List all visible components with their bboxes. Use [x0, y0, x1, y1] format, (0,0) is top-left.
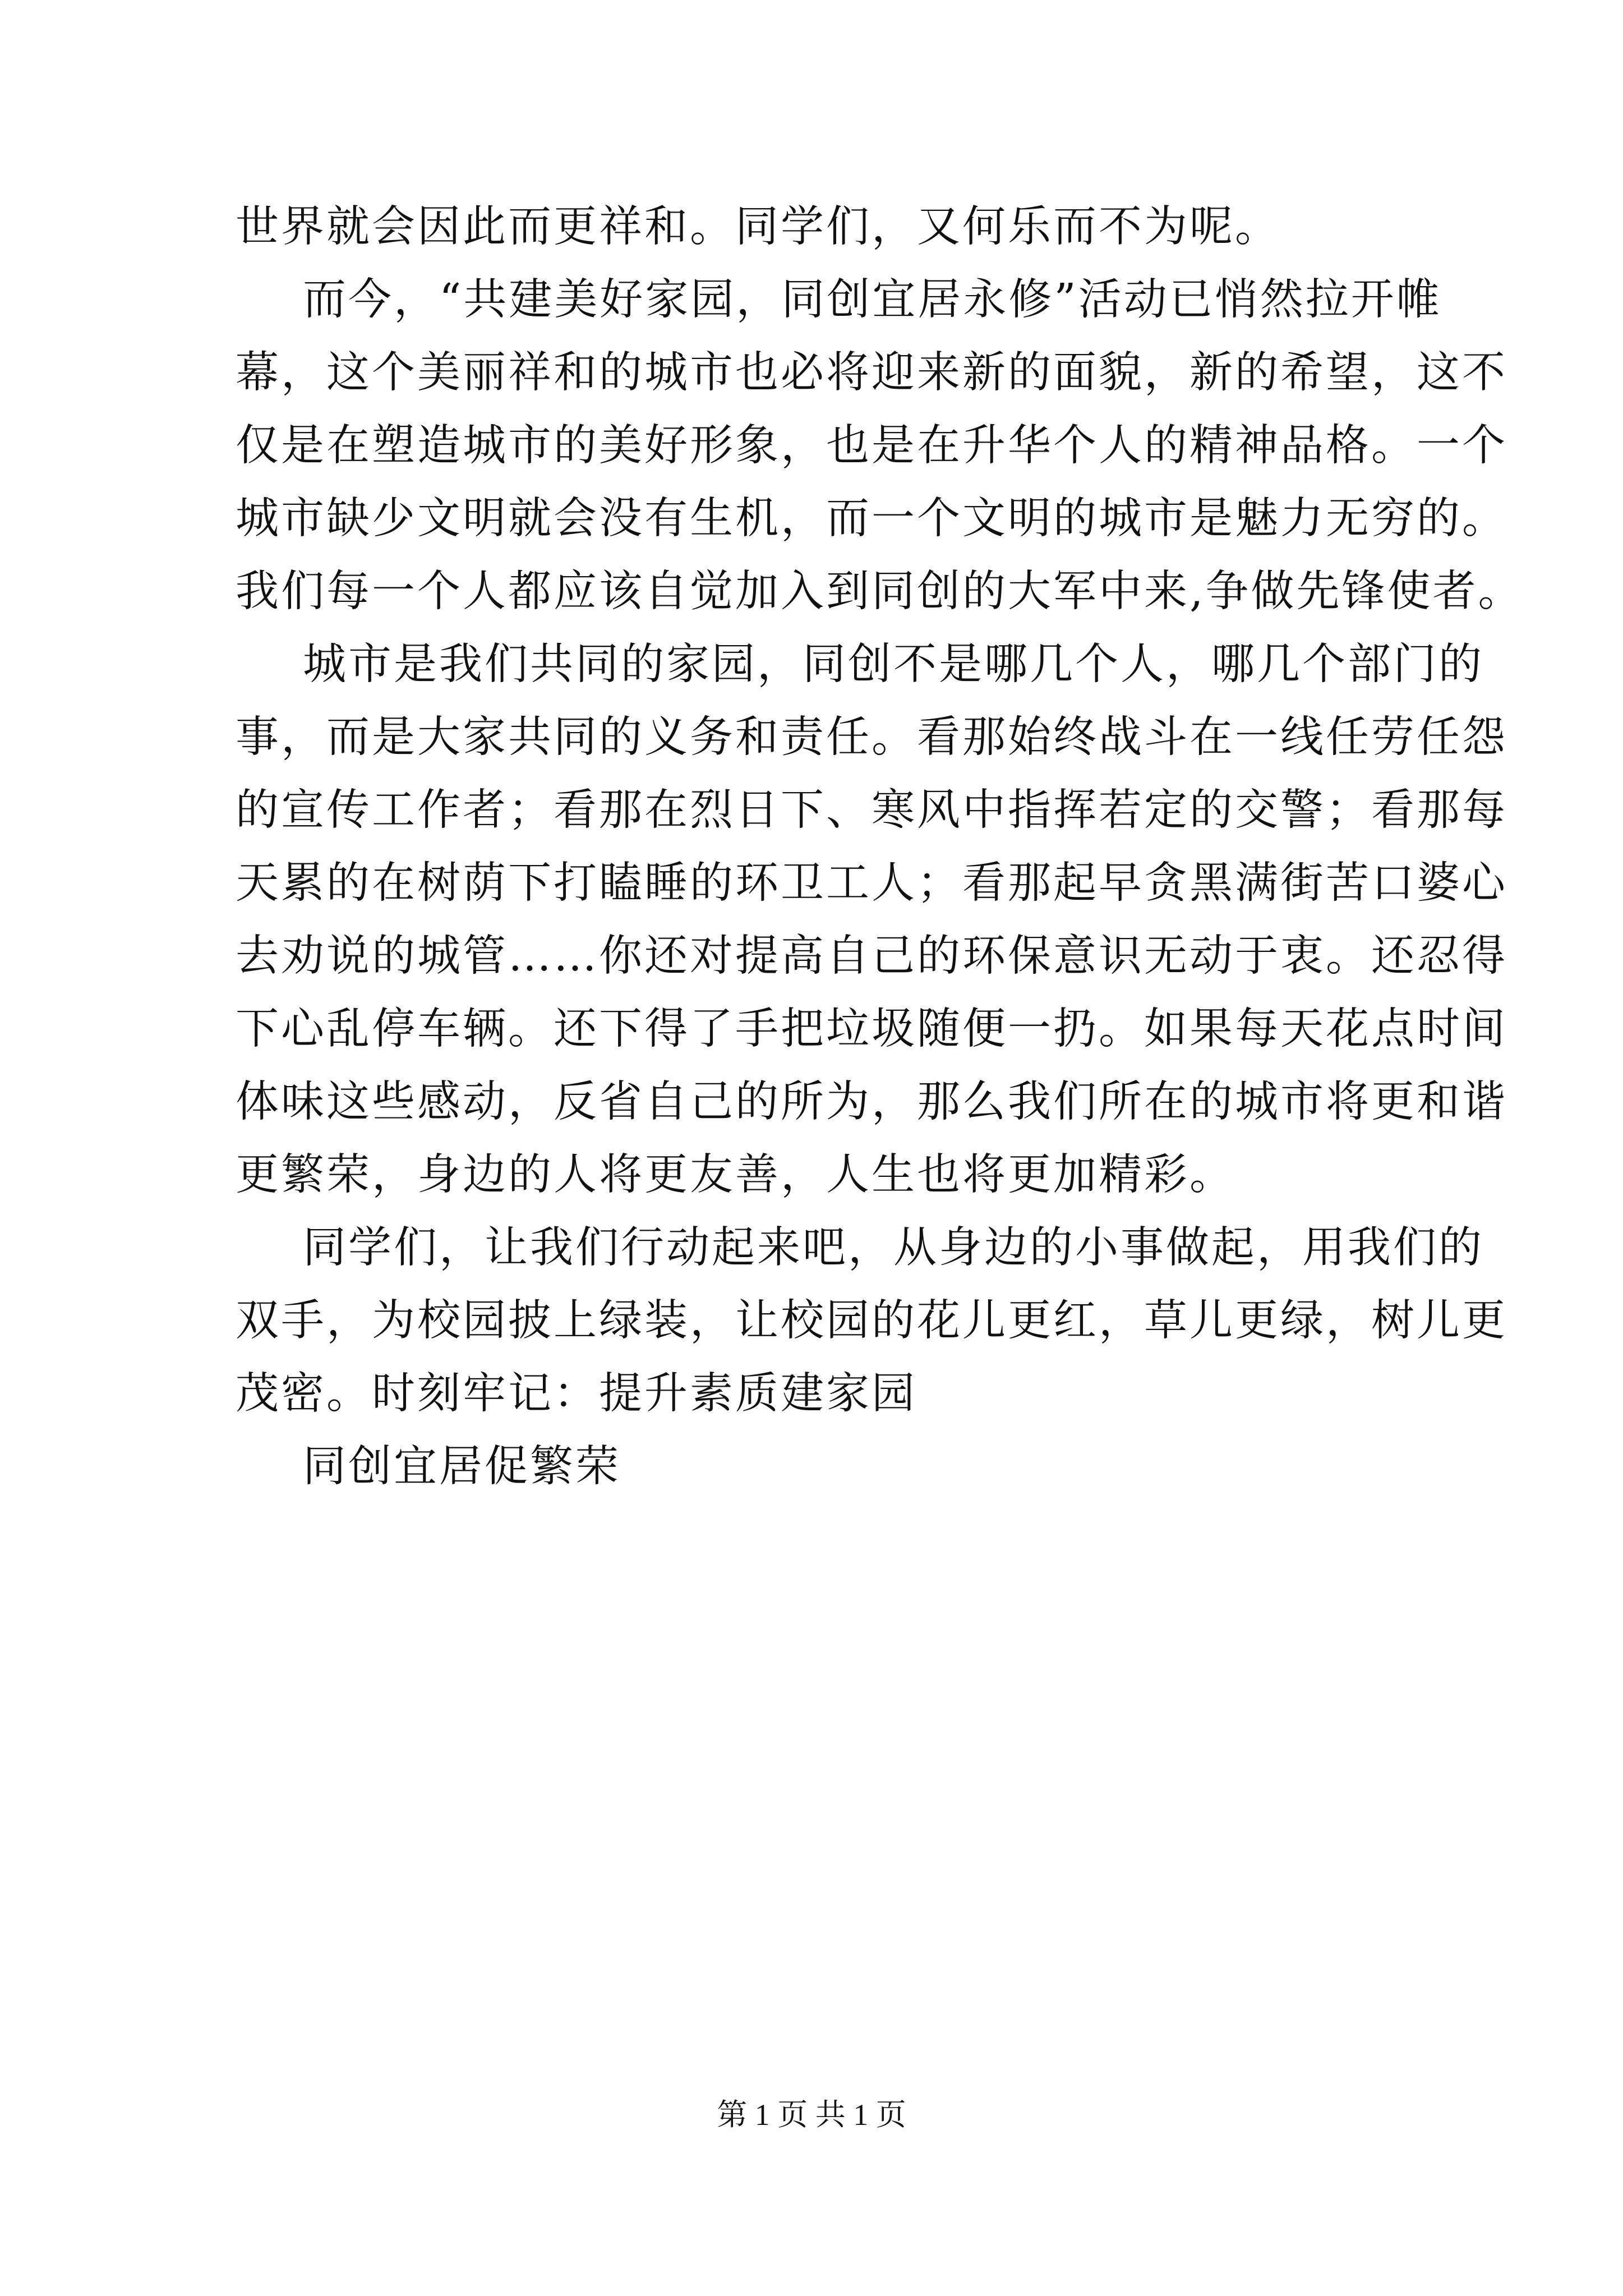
- text-line: 双手，为校园披上绿装，让校园的花儿更红，草儿更绿，树儿更: [236, 1296, 1507, 1346]
- text-line: 世界就会因此而更祥和。同学们，又何乐而不为呢。: [236, 202, 1280, 252]
- page-number-footer: 第 1 页 共 1 页: [717, 2098, 906, 2132]
- text-line: 去劝说的城管……你还对提高自己的环保意识无动于衷。还忍得: [236, 931, 1507, 981]
- text-line: 的宣传工作者；看那在烈日下、寒风中指挥若定的交警；看那每: [236, 785, 1507, 835]
- text-line: 仅是在塑造城市的美好形象，也是在升华个人的精神品格。一个: [236, 421, 1507, 471]
- text-line: 体味这些感动，反省自己的所为，那么我们所在的城市将更和谐: [236, 1077, 1507, 1127]
- text-line: 同学们，让我们行动起来吧，从身边的小事做起，用我们的: [303, 1223, 1484, 1273]
- text-line: 下心乱停车辆。还下得了手把垃圾随便一扔。如果每天花点时间: [236, 1004, 1507, 1054]
- text-line: 幕，这个美丽祥和的城市也必将迎来新的面貌，新的希望，这不: [236, 348, 1507, 398]
- text-line: 同创宜居促繁荣: [303, 1442, 621, 1492]
- text-line: 天累的在树荫下打瞌睡的环卫工人；看那起早贪黑满街苦口婆心: [236, 858, 1507, 908]
- text-line: 而今，“共建美好家园，同创宜居永修”活动已悄然拉开帷: [303, 275, 1442, 325]
- text-line: 事，而是大家共同的义务和责任。看那始终战斗在一线任劳任怨: [236, 712, 1507, 762]
- text-line: 我们每一个人都应该自觉加入到同创的大军中来,争做先锋使者。: [236, 567, 1524, 616]
- text-line: 茂密。时刻牢记：提升素质建家园: [236, 1369, 917, 1419]
- text-line: 城市是我们共同的家园，同创不是哪几个人，哪几个部门的: [303, 639, 1484, 689]
- text-line: 城市缺少文明就会没有生机，而一个文明的城市是魅力无穷的。: [236, 494, 1507, 544]
- text-line: 更繁荣，身边的人将更友善，人生也将更加精彩。: [236, 1150, 1235, 1200]
